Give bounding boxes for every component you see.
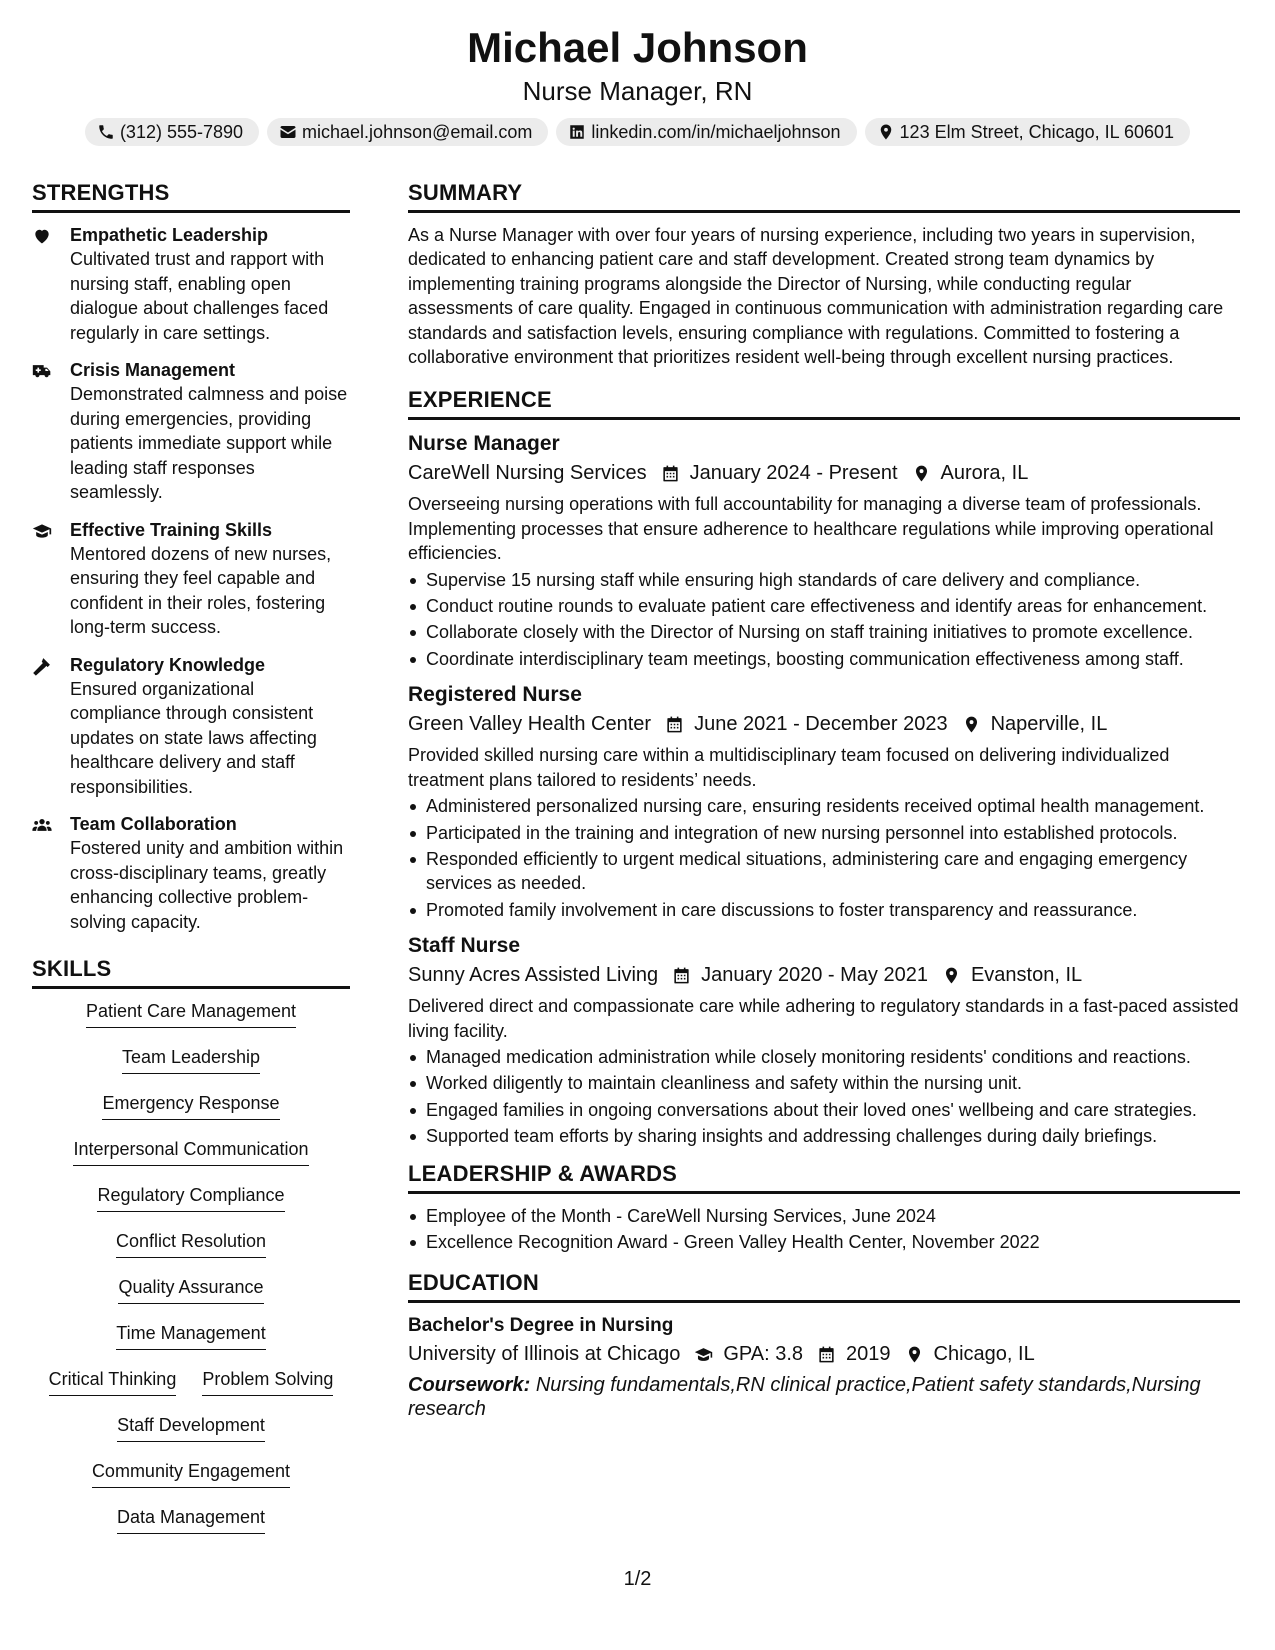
graduation-cap-icon [32,521,52,541]
resume-header [0,22,1275,146]
calendar-icon [665,715,684,734]
education-heading: EDUCATION [408,1268,1240,1303]
award-item: Employee of the Month - CareWell Nursing Services, June 2024 [408,1204,1240,1228]
awards-list [408,1204,1240,1255]
job-bullet: Worked diligently to maintain cleanliness and safety within the nursing unit. [408,1071,1240,1095]
strength-item [32,518,350,640]
heart-icon [32,226,52,246]
address-text: 123 Elm Street, Chicago, IL 60601 [899,121,1175,142]
strength-desc: Ensured organizational compliance through consistent updates on state laws affecting healthcare delivery and staff responsibilities. [70,678,317,797]
strength-title: Empathetic Leadership [70,225,269,245]
strength-desc: Mentored dozens of new nurses, ensuring they feel capable and confident in their roles, fostering long-term success. [70,543,332,637]
skill-tag: Community Engagement [92,1459,290,1488]
job-bullets [408,1045,1240,1149]
job-dates: January 2024 - Present [689,462,898,485]
gavel-icon [32,656,52,676]
job-entry [408,430,1240,671]
map-pin-icon [905,1345,924,1364]
summary-heading: SUMMARY [408,178,1240,213]
skills-list [32,999,350,1551]
education-meta [408,1339,1240,1369]
envelope-icon [279,123,297,141]
job-bullet: Supervise 15 nursing staff while ensuring high standards of care delivery and compliance. [408,568,1240,592]
candidate-name: Michael Johnson [467,24,808,71]
job-bullets [408,568,1240,672]
job-bullet: Participated in the training and integration of new nursing personnel into established protocols. [408,821,1240,845]
right-column [408,178,1240,1421]
skill-tag: Data Management [117,1505,265,1534]
education-gpa: GPA: 3.8 [723,1343,804,1366]
job-company: Sunny Acres Assisted Living [408,964,659,987]
job-bullet: Engaged families in ongoing conversations about their loved ones' wellbeing and care strategies. [408,1098,1240,1122]
map-pin-icon [962,715,981,734]
job-bullet: Supported team efforts by sharing insights and addressing challenges during daily briefings. [408,1124,1240,1148]
job-location: Aurora, IL [940,462,1029,485]
job-description: Provided skilled nursing care within a multidisciplinary team focused on delivering individualized treatment plans tailored to residents’ needs. [408,745,1170,790]
summary-text: As a Nurse Manager with over four years of nursing experience, including two years in supervision, dedicated to enhancing patient care and staff development. Created strong team dynamics by implementing training programs alongside the Director of Nursing, while conducting regular assessments of care quality. Engaged in continuous communication with administration regarding care standards and satisfaction levels, ensuring compliance with regulations. Committed to fostering a collaborative environment that prioritizes resident well-being through excellent nursing practices. [408,225,1224,368]
strength-title: Regulatory Knowledge [70,654,266,675]
job-bullet: Conduct routine rounds to evaluate patient care effectiveness and identify areas for enhancement. [408,594,1240,618]
job-company: Green Valley Health Center [408,713,652,736]
strength-item [32,653,350,800]
skill-tag: Emergency Response [102,1091,279,1120]
job-bullet: Administered personalized nursing care, ensuring residents received optimal health management. [408,794,1240,818]
job-bullet: Coordinate interdisciplinary team meetings, boosting communication effectiveness among staff. [408,647,1240,671]
users-icon [32,815,52,835]
skill-tag: Team Leadership [122,1045,260,1074]
candidate-title: Nurse Manager, RN [522,76,753,106]
left-column [32,178,350,1551]
linkedin-icon [568,123,586,141]
phone-text: (312) 555-7890 [119,121,244,142]
job-title: Nurse Manager [408,432,560,456]
skill-tag: Patient Care Management [86,999,296,1028]
education-location: Chicago, IL [933,1343,1035,1366]
map-pin-icon [912,464,931,483]
skill-tag: Staff Development [117,1413,265,1442]
skill-tag: Conflict Resolution [116,1229,266,1258]
job-description: Overseeing nursing operations with full accountability for managing a diverse team of professionals. Implementing processes that ensure adherence to healthcare regulations while improving operational efficiencies. [408,494,1214,564]
award-item: Excellence Recognition Award - Green Valley Health Center, November 2022 [408,1230,1240,1254]
job-meta [408,709,1240,739]
phone-icon [97,123,115,141]
job-dates: June 2021 - December 2023 [694,713,948,736]
contact-address [865,118,1191,146]
email-text: michael.johnson@email.com [302,121,533,142]
skill-tag: Time Management [116,1321,265,1350]
experience-heading: EXPERIENCE [408,385,1240,420]
job-meta [408,960,1240,990]
skill-tag: Problem Solving [202,1367,333,1396]
page-number: 1/2 [623,1568,652,1590]
map-pin-icon [877,123,895,141]
job-entry [408,932,1240,1148]
strengths-heading: STRENGTHS [32,178,350,213]
ambulance-icon [32,361,52,381]
coursework-label: Coursework: [408,1374,531,1397]
strength-desc: Demonstrated calmness and poise during emergencies, providing patients immediate support while leading staff responses seamlessly. [70,384,348,502]
skill-tag: Quality Assurance [118,1275,263,1304]
strength-title: Team Collaboration [70,814,237,834]
strength-title: Effective Training Skills [70,519,273,540]
job-company: CareWell Nursing Services [408,462,647,485]
job-entry [408,681,1240,922]
education-degree: Bachelor's Degree in Nursing [408,1315,674,1337]
strength-desc: Fostered unity and ambition within cross-disciplinary teams, greatly enhancing collective problem-solving capacity. [70,838,344,932]
job-location: Evanston, IL [970,964,1083,987]
job-title: Staff Nurse [408,934,521,958]
job-bullets [408,794,1240,922]
education-year: 2019 [846,1343,891,1366]
calendar-icon [817,1345,836,1364]
contact-email[interactable] [267,118,548,146]
skill-tag: Regulatory Compliance [97,1183,284,1212]
skills-heading: SKILLS [32,954,350,989]
job-bullet: Responded efficiently to urgent medical situations, administering care and engaging emergency services as needed. [408,847,1240,896]
strength-item [32,812,350,934]
job-description: Delivered direct and compassionate care while adhering to regulatory standards in a fast-paced assisted living facility. [408,996,1239,1041]
education-school: University of Illinois at Chicago [408,1343,681,1366]
job-bullet: Collaborate closely with the Director of Nursing on staff training initiatives to promote excellence. [408,620,1240,644]
skill-tag: Interpersonal Communication [73,1137,308,1166]
coursework-text: Nursing fundamentals,RN clinical practice,Patient safety standards,Nursing research [408,1374,1201,1421]
calendar-icon [661,464,680,483]
job-bullet: Promoted family involvement in care discussions to foster transparency and reassurance. [408,898,1240,922]
job-bullet: Managed medication administration while closely monitoring residents' conditions and reactions. [408,1045,1240,1069]
graduation-cap-icon [694,1345,713,1364]
linkedin-text: linkedin.com/in/michaeljohnson [591,121,841,142]
strength-item [32,358,350,505]
job-title: Registered Nurse [408,683,582,707]
job-location: Naperville, IL [990,713,1108,736]
contact-linkedin[interactable] [556,118,856,146]
calendar-icon [672,966,691,985]
job-meta [408,458,1240,488]
coursework [408,1373,1240,1421]
map-pin-icon [942,966,961,985]
skill-tag: Critical Thinking [49,1367,177,1396]
strength-desc: Cultivated trust and rapport with nursing staff, enabling open dialogue about challenges faced regularly in care settings. [70,249,329,343]
strength-item [32,223,350,345]
contact-bar [0,118,1275,146]
strength-title: Crisis Management [70,360,236,380]
contact-phone[interactable] [85,118,259,146]
job-dates: January 2020 - May 2021 [701,964,928,987]
awards-heading: LEADERSHIP & AWARDS [408,1159,1240,1194]
